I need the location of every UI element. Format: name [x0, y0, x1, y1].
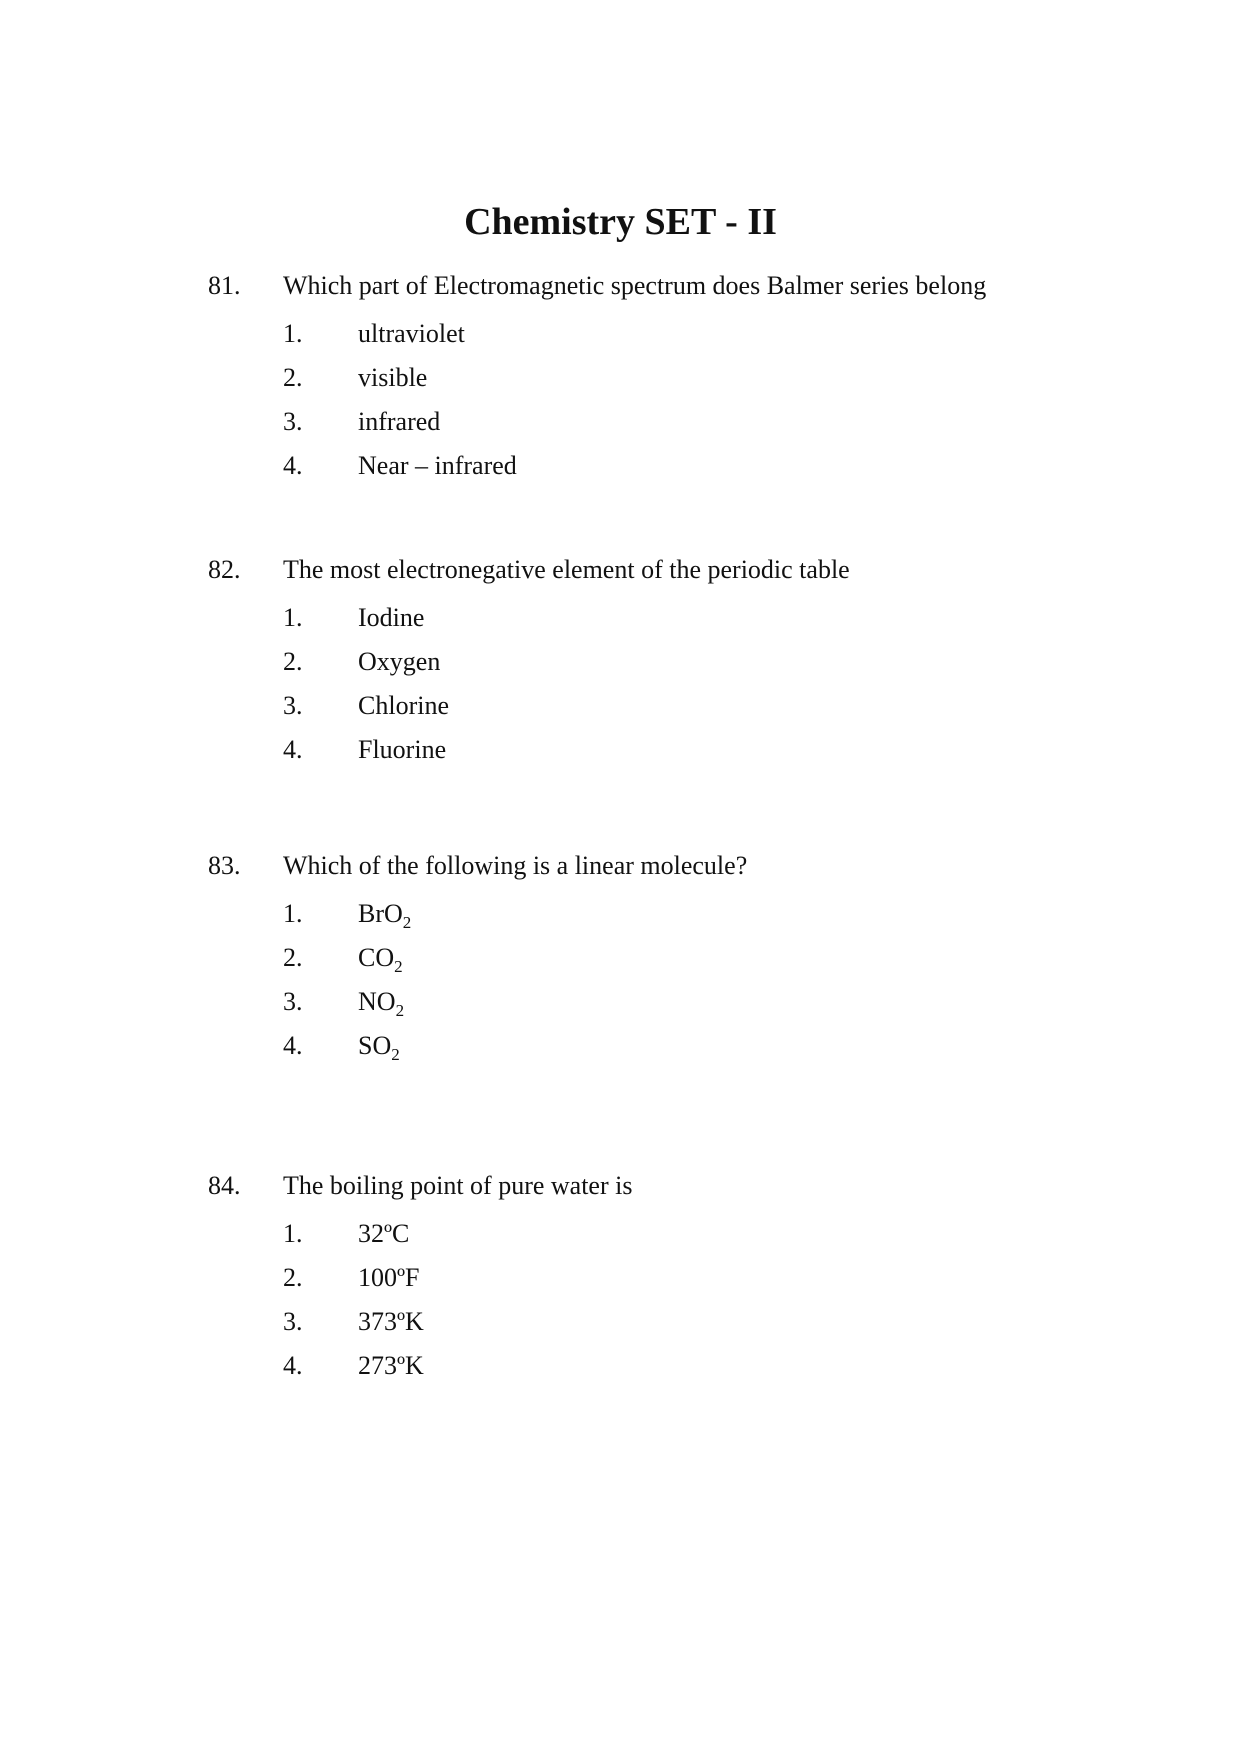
question-text: The most electronegative element of the periodic table	[283, 555, 850, 584]
option-number: 2.	[283, 1263, 303, 1292]
option-item	[208, 1304, 1108, 1348]
option-formula	[358, 940, 403, 976]
option-number: 3.	[283, 407, 303, 436]
question-text: The boiling point of pure water is	[283, 1171, 633, 1200]
option-item	[208, 732, 1108, 776]
formula-base: CO	[358, 943, 395, 972]
formula-subscript: 2	[402, 913, 412, 933]
option-text: infrared	[358, 407, 441, 436]
options-list	[208, 600, 1108, 776]
option-text: 100ºF	[358, 1263, 420, 1292]
option-item	[208, 1348, 1108, 1392]
option-formula	[358, 896, 411, 932]
question-81	[208, 268, 1108, 492]
question-number: 84.	[208, 1171, 241, 1200]
option-item	[208, 448, 1108, 492]
question-number: 83.	[208, 851, 241, 880]
question-83	[208, 848, 1108, 1072]
formula-subscript: 2	[394, 957, 403, 977]
option-item	[208, 360, 1108, 404]
option-number: 2.	[283, 943, 303, 972]
option-text: Fluorine	[358, 735, 447, 764]
option-item	[208, 688, 1108, 732]
question-82	[208, 552, 1108, 776]
options-list	[208, 896, 1108, 1072]
option-text: Chlorine	[358, 691, 449, 720]
option-item	[208, 1216, 1108, 1260]
formula-base: BrO	[358, 899, 403, 928]
option-number: 3.	[283, 1307, 303, 1336]
option-text: Iodine	[358, 603, 425, 632]
option-item	[208, 1260, 1108, 1304]
formula-base: NO	[358, 987, 396, 1016]
option-text: 273ºK	[358, 1351, 424, 1380]
option-number: 1.	[283, 899, 303, 928]
formula-subscript: 2	[391, 1045, 400, 1065]
question-number: 82.	[208, 555, 241, 584]
option-item	[208, 316, 1108, 360]
option-text: Oxygen	[358, 647, 441, 676]
options-list	[208, 316, 1108, 492]
option-formula	[358, 1028, 400, 1064]
option-text: ultraviolet	[358, 319, 465, 348]
option-text: 32ºC	[358, 1219, 410, 1248]
option-text: visible	[358, 363, 428, 392]
question-text: Which of the following is a linear molecule?	[283, 851, 748, 880]
question-text: Which part of Electromagnetic spectrum does Balmer series belong	[283, 271, 987, 300]
option-item	[208, 896, 1108, 940]
option-item	[208, 1028, 1108, 1072]
options-list	[208, 1216, 1108, 1392]
option-item	[208, 940, 1108, 984]
option-number: 4.	[283, 451, 303, 480]
question-84	[208, 1168, 1108, 1392]
option-number: 4.	[283, 1031, 303, 1060]
formula-base: SO	[358, 1031, 392, 1060]
option-number: 3.	[283, 691, 303, 720]
option-text: Near – infrared	[358, 451, 517, 480]
option-item	[208, 644, 1108, 688]
option-text: 373ºK	[358, 1307, 424, 1336]
option-item	[208, 984, 1108, 1028]
option-formula	[358, 984, 404, 1020]
option-number: 3.	[283, 987, 303, 1016]
option-number: 1.	[283, 1219, 303, 1248]
option-item	[208, 404, 1108, 448]
question-number: 81.	[208, 271, 241, 300]
page-title: Chemistry SET - II	[464, 201, 777, 243]
option-number: 1.	[283, 319, 303, 348]
option-number: 2.	[283, 363, 303, 392]
option-number: 4.	[283, 1351, 303, 1380]
option-number: 4.	[283, 735, 303, 764]
option-item	[208, 600, 1108, 644]
option-number: 2.	[283, 647, 303, 676]
formula-subscript: 2	[395, 1001, 405, 1021]
option-number: 1.	[283, 603, 303, 632]
